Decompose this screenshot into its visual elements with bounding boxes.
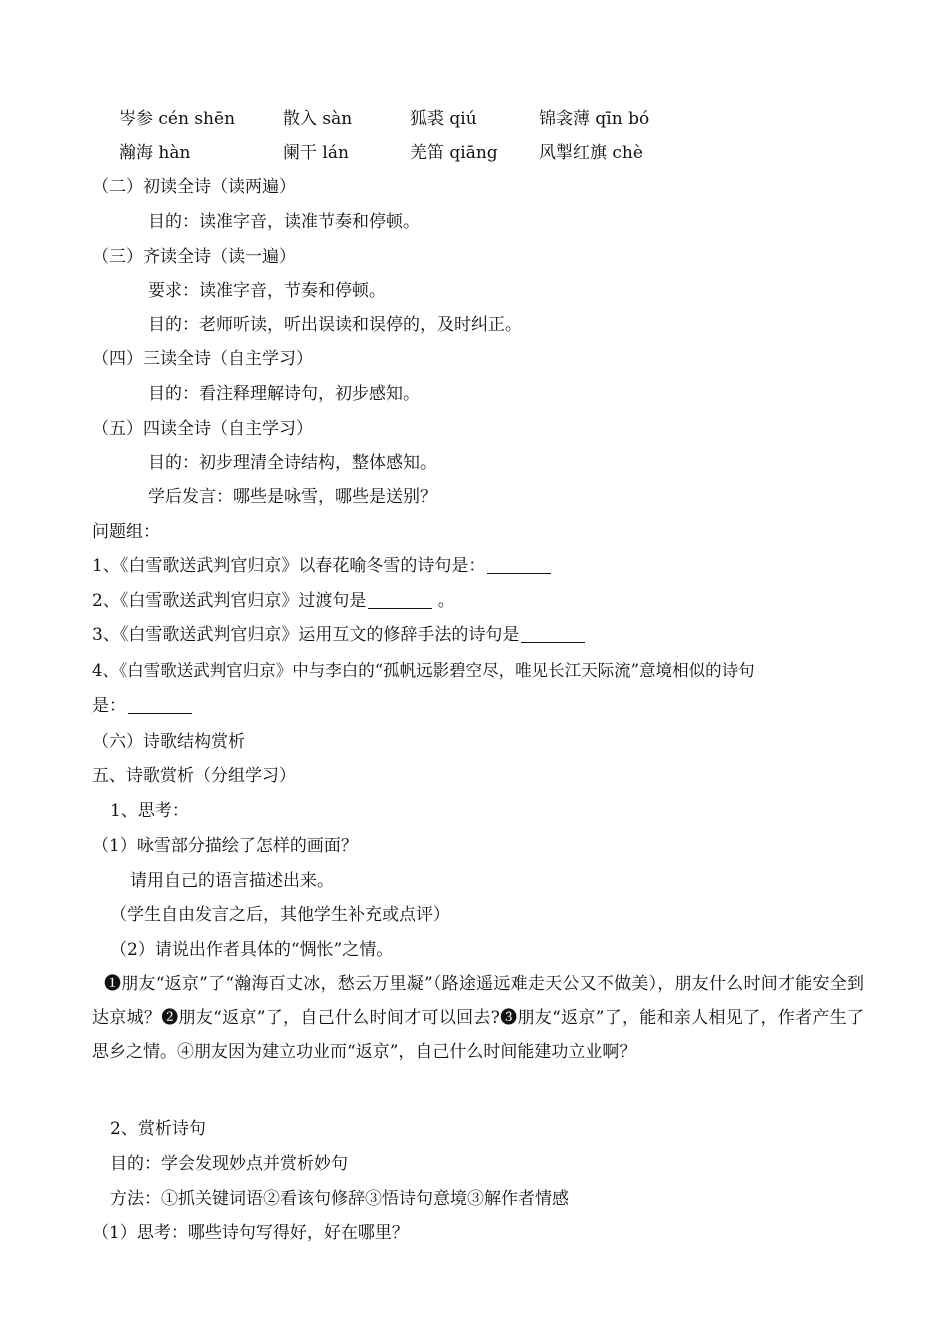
- section-heading: （二）初读全诗（读两遍）: [92, 177, 296, 197]
- pinyin-cell: 锦衾薄 qīn bó: [539, 109, 650, 129]
- text-line: 目的：初步理清全诗结构，整体感知。: [148, 453, 437, 473]
- pinyin-cell: 风掣红旗 chè: [539, 143, 643, 163]
- section-heading: 五、诗歌赏析（分组学习）: [92, 766, 296, 786]
- answer-blank[interactable]: [487, 555, 551, 574]
- pinyin-cell: 狐裘 qiú: [410, 109, 477, 129]
- pinyin-cell: 羌笛 qiāng: [410, 143, 498, 163]
- answer-paragraph: ❶朋友“返京”了“瀚海百丈冰，愁云万里凝”（路途遥远难走天公又不做美），朋友什么时间才能安全到达京城？❷朋友“返京”了，自己什么时间才可以回去?❸朋友“返京”了，能和亲人相见了，作者产生了思乡之情。④朋友因为建立功业而“返京”，自己什么时间能建功立业啊？: [92, 974, 864, 1062]
- text-line: 学后发言：哪些是咏雪，哪些是送别？: [148, 487, 437, 507]
- question-4: 4、《白雪歌送武判官归京》中与李白的“孤帆远影碧空尽，唯见长江天际流”意境相似的诗句: [92, 661, 755, 680]
- text-line: 目的：学会发现妙点并赏析妙句: [110, 1154, 348, 1174]
- section-heading: （三）齐读全诗（读一遍）: [92, 247, 296, 267]
- pinyin-cell: 阑干 lán: [283, 143, 349, 163]
- answer-blank[interactable]: [128, 695, 192, 714]
- pinyin-cell: 散入 sàn: [283, 109, 353, 129]
- text-line: 请用自己的语言描述出来。: [130, 871, 334, 891]
- question-2: [92, 589, 455, 613]
- section-heading: （六）诗歌结构赏析: [92, 732, 245, 752]
- text-line: 要求：读准字音，节奏和停顿。: [148, 281, 386, 301]
- text-line: 方法：①抓关键词语②看该句修辞③悟诗句意境③解作者情感: [110, 1189, 569, 1209]
- text-line: （学生自由发言之后，其他学生补充或点评）: [110, 905, 450, 925]
- question-text: 1、《白雪歌送武判官归京》以春花喻冬雪的诗句是：: [92, 556, 486, 576]
- text-line: （2）请说出作者具体的“惆怅”之情。: [110, 940, 394, 960]
- question-text: 是：: [92, 696, 126, 716]
- section-heading: （四）三读全诗（自主学习）: [92, 349, 313, 369]
- text-line: （1）思考：哪些诗句写得好，好在哪里？: [92, 1223, 409, 1243]
- question-4-cont: [92, 694, 192, 718]
- answer-blank[interactable]: [521, 624, 585, 643]
- text-line: （1）咏雪部分描绘了怎样的画面？: [92, 836, 358, 856]
- text-line: 1、思考：: [110, 801, 189, 821]
- section-heading: 2、赏析诗句: [110, 1119, 206, 1139]
- text-line: 目的：看注释理解诗句，初步感知。: [148, 384, 420, 404]
- text-line: 目的：老师听读，听出误读和误停的，及时纠正。: [148, 315, 522, 335]
- question-end: 。: [432, 591, 455, 611]
- pinyin-cell: 岑参 cén shēn: [119, 109, 236, 129]
- question-text: 3、《白雪歌送武判官归京》运用互文的修辞手法的诗句是: [92, 625, 520, 645]
- answer-blank[interactable]: [368, 590, 432, 609]
- text-line: 目的：读准字音，读准节奏和停顿。: [148, 212, 420, 232]
- question-3: [92, 623, 585, 647]
- pinyin-cell: 瀚海 hàn: [119, 143, 191, 163]
- question-text: 2、《白雪歌送武判官归京》过渡句是: [92, 591, 367, 611]
- section-heading: （五）四读全诗（自主学习）: [92, 419, 313, 439]
- question-group-heading: 问题组：: [92, 522, 160, 542]
- question-1: [92, 554, 551, 578]
